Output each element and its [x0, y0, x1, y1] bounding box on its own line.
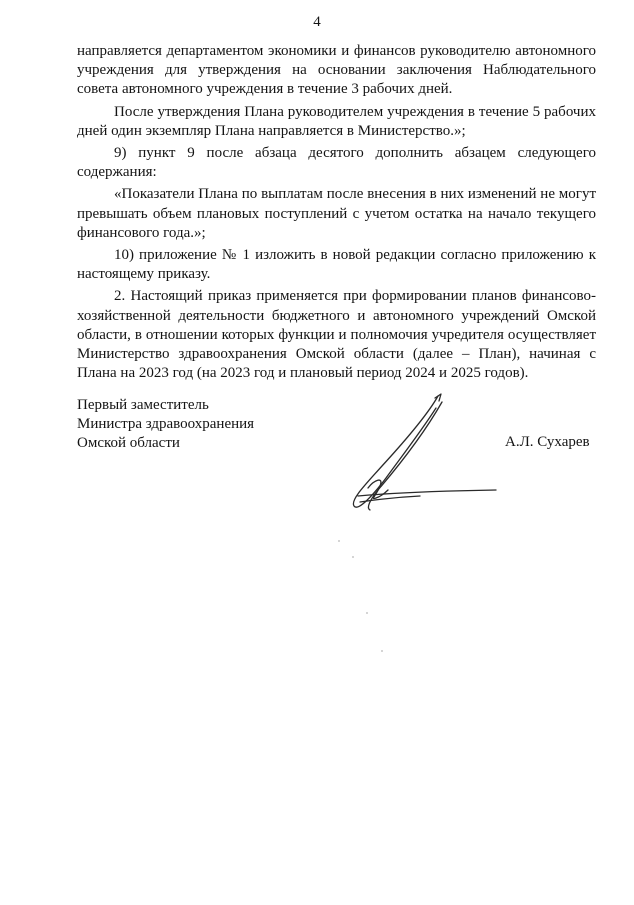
paragraph-plan-approval: После утверждения Плана руководителем учреждения в течение 5 рабочих дней один экземпляр Плана направляется в Министерство.»; [77, 103, 596, 139]
handwritten-signature [340, 392, 500, 517]
scan-speck [338, 540, 340, 542]
document-body [77, 42, 596, 386]
paragraph-section-2: 2. Настоящий приказ применяется при формировании планов финансово-хозяйственной деятельности бюджетного и автономного учреждений Омской области, в отношении которых функции и полномочия учредителя осуществляет Министерство здравоохранения Омской области (далее – План), начиная с Плана на 2023 год (на 2023 год и плановый период 2024 и 2025 годов). [77, 288, 596, 382]
paragraph-continuation: направляется департаментом экономики и финансов руководителю автономного учреждения для утверждения на основании заключения Наблюдательного совета автономного учреждения в течение 3 рабочих дней. [77, 43, 596, 98]
signatory-position-line: Омской области [77, 435, 180, 452]
paragraph-plan-indicators-quote: «Показатели Плана по выплатам после внесения в них изменений не могут превышать объем плановых поступлений с учетом остатка на начало текущего финансового года.»; [77, 186, 596, 241]
signatory-position-line: Министра здравоохранения [77, 416, 255, 433]
page-number: 4 [313, 14, 321, 30]
paragraph-item-10: 10) приложение № 1 изложить в новой редакции согласно приложению к настоящему приказу. [77, 247, 596, 283]
scan-speck [352, 556, 354, 558]
signatory-position [77, 396, 254, 454]
scan-speck [366, 612, 368, 614]
signer-name: А.Л. Сухарев [505, 434, 590, 451]
paragraph-item-9: 9) пункт 9 после абзаца десятого дополнить абзацем следующего содержания: [77, 145, 596, 181]
signatory-position-line: Первый заместитель [77, 397, 209, 413]
scan-speck [381, 650, 383, 652]
